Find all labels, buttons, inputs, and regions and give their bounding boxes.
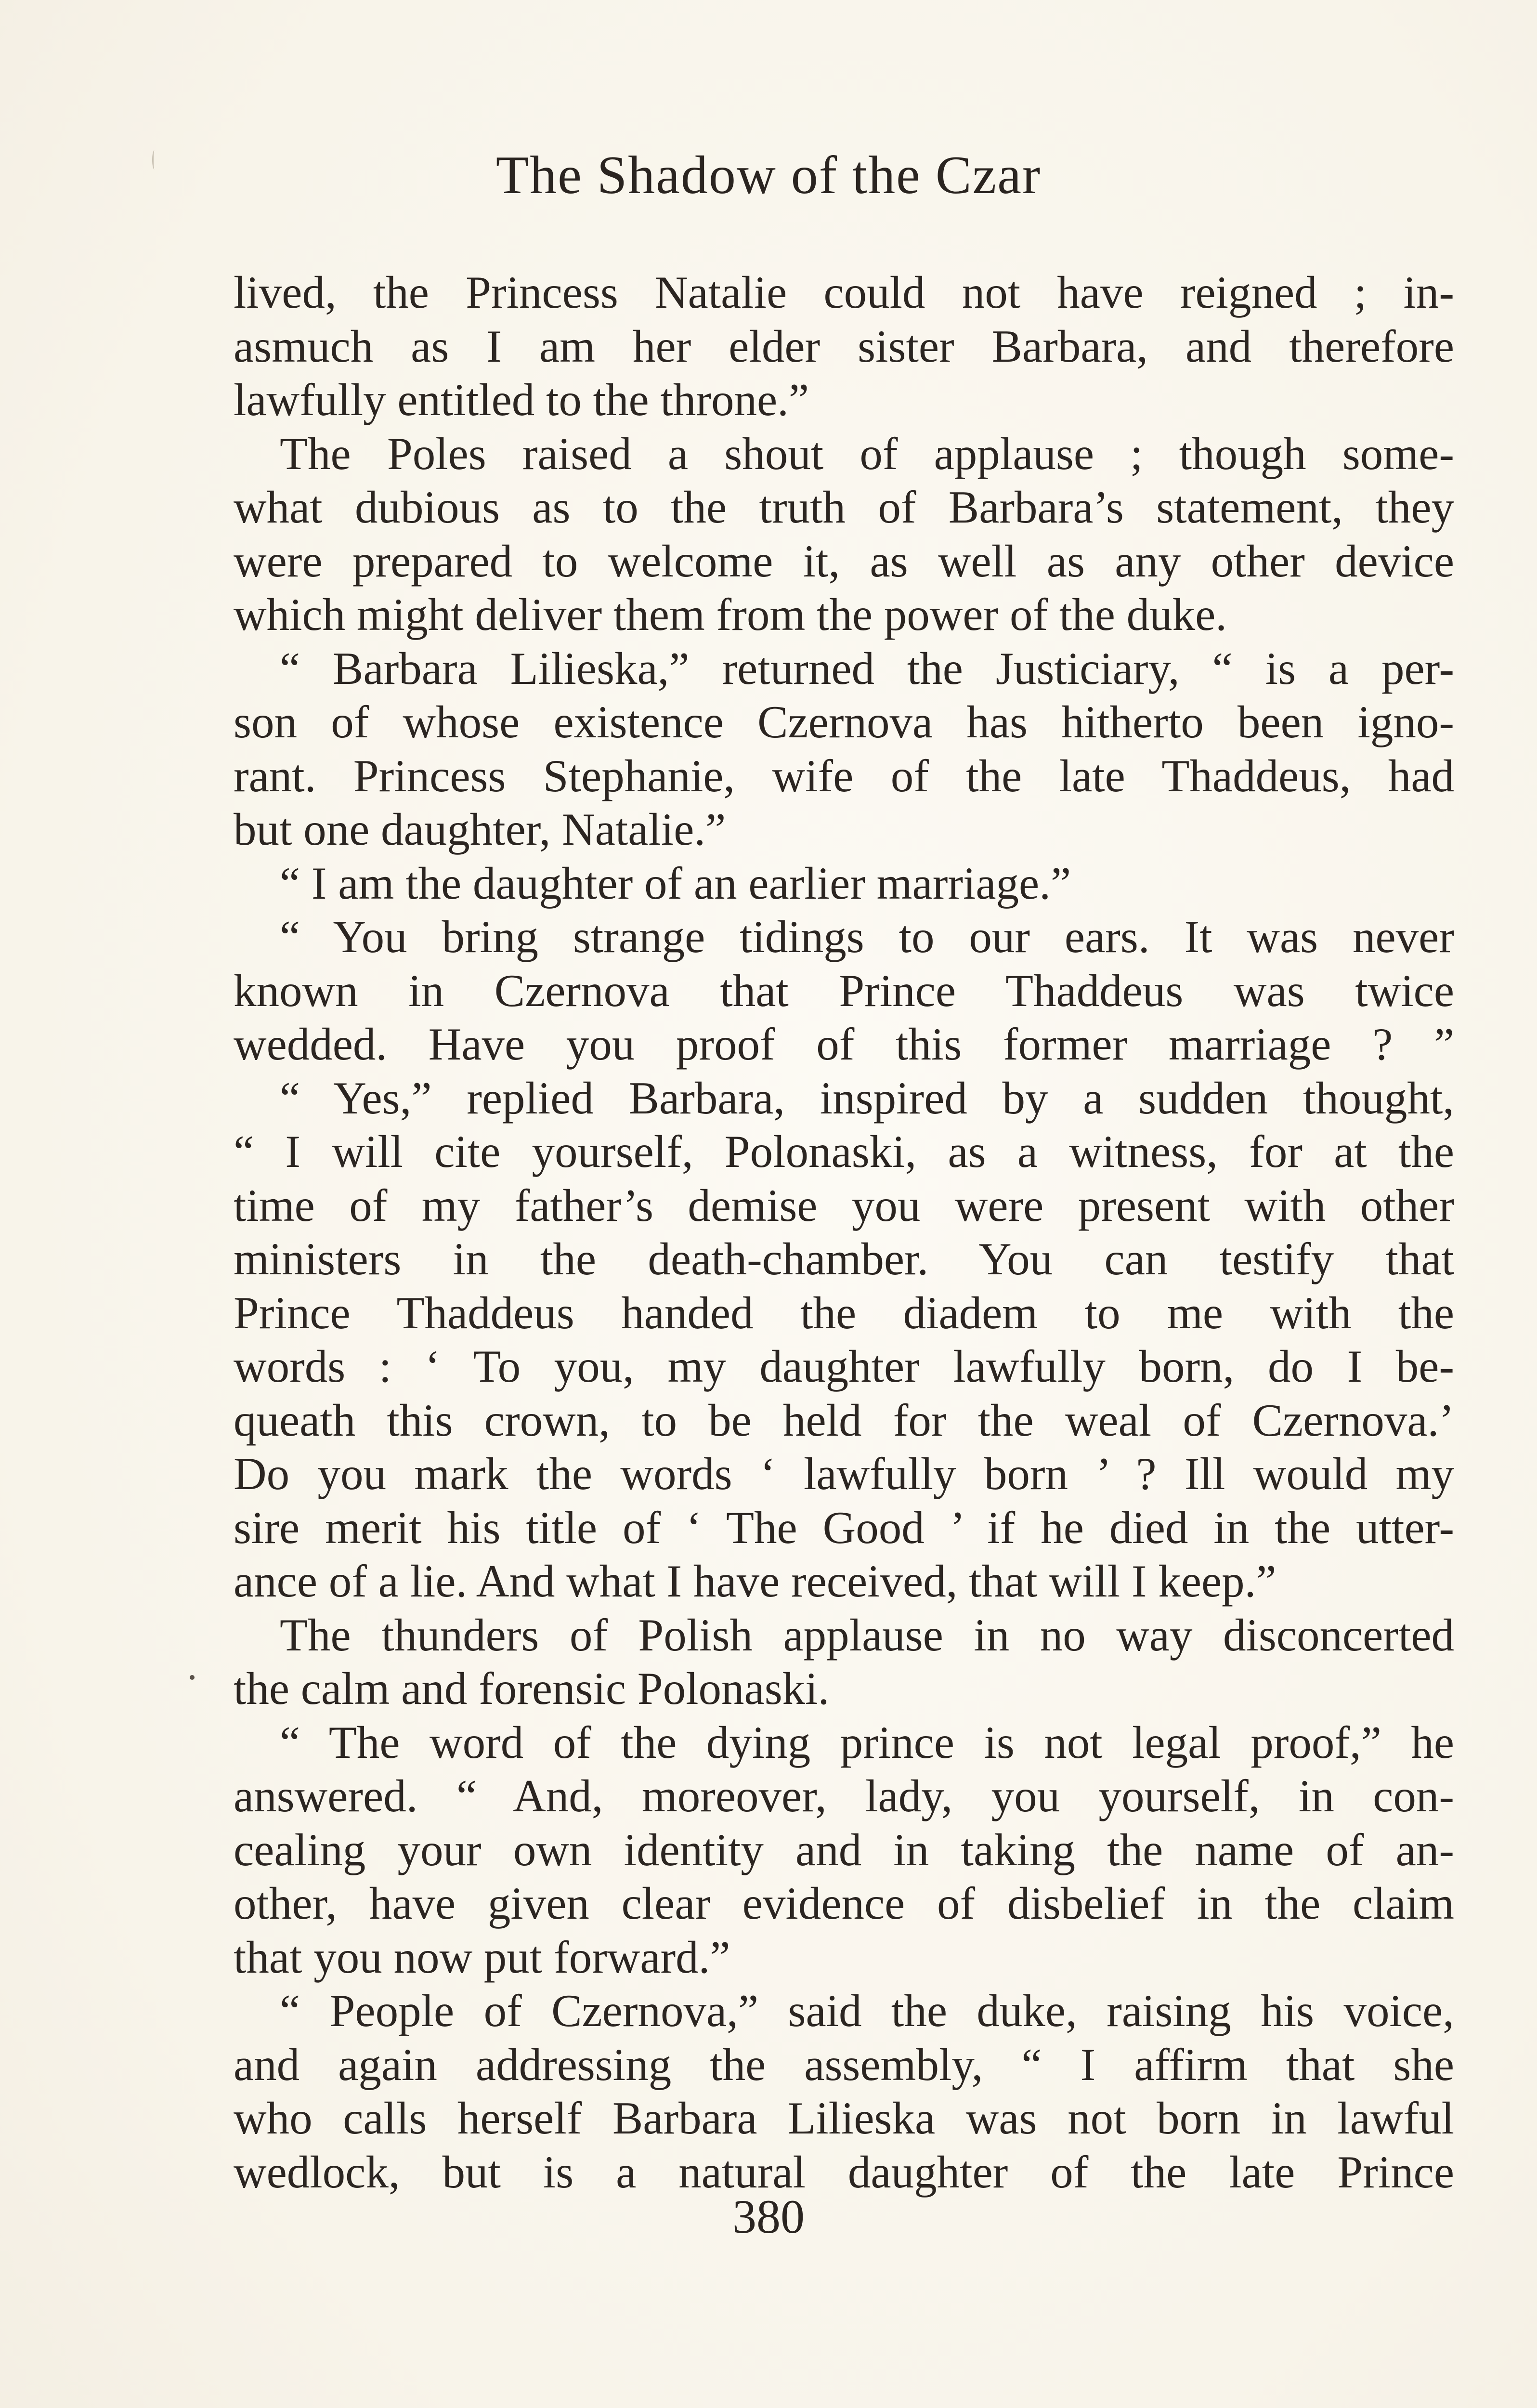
text-line: “ People of Czernova,” said the duke, raising his voice, (280, 1985, 1454, 2036)
text-line: The thunders of Polish applause in no way disconcerted (280, 1609, 1454, 1661)
text-line: ance of a lie. And what I have received, that will I keep.” (234, 1556, 1276, 1607)
text-line: cealing your own identity and in taking the name of an- (234, 1824, 1454, 1875)
text-line: the calm and forensic Polonaski. (234, 1663, 830, 1714)
text-line: “ I am the daughter of an earlier marriage.” (280, 857, 1071, 909)
text-line: what dubious as to the truth of Barbara’s statement, they (234, 482, 1454, 533)
text-line: who calls herself Barbara Lilieska was not born in lawful (234, 2093, 1454, 2144)
text-line: asmuch as I am her elder sister Barbara, and therefore (234, 320, 1454, 372)
text-line: words : ‘ To you, my daughter lawfully born, do I be- (234, 1341, 1454, 1392)
text-line: answered. “ And, moreover, lady, you yourself, in con- (234, 1770, 1454, 1821)
text-line: son of whose existence Czernova has hitherto been igno- (234, 696, 1454, 747)
page-number: 380 (732, 2190, 805, 2243)
text-line: wedlock, but is a natural daughter of the late Prince (234, 2146, 1454, 2198)
text-line: were prepared to welcome it, as well as any other device (234, 535, 1454, 587)
text-line: sire merit his title of ‘ The Good ’ if he died in the utter- (234, 1502, 1454, 1553)
text-line: lived, the Princess Natalie could not have reigned ; in- (234, 267, 1454, 318)
text-line: queath this crown, to be held for the weal of Czernova.’ (234, 1394, 1454, 1446)
text-line: rant. Princess Stephanie, wife of the late Thaddeus, had (234, 750, 1454, 801)
text-line: lawfully entitled to the throne.” (234, 374, 809, 425)
text-line: wedded. Have you proof of this former marriage ? ” (234, 1019, 1454, 1070)
text-line: time of my father’s demise you were present with other (234, 1179, 1454, 1231)
running-title: The Shadow of the Czar (495, 145, 1042, 205)
text-line: “ I will cite yourself, Polonaski, as a witness, for at the (234, 1126, 1454, 1177)
ink-speck (190, 1675, 195, 1680)
text-line: Prince Thaddeus handed the diadem to me with the (234, 1287, 1454, 1338)
text-line: and again addressing the assembly, “ I affirm that she (234, 2039, 1454, 2090)
text-line: “ You bring strange tidings to our ears. It was never (280, 911, 1454, 962)
text-line: ministers in the death-chamber. You can testify that (234, 1233, 1454, 1284)
body-text (234, 266, 1454, 2199)
text-line: which might deliver them from the power of the duke. (234, 589, 1227, 640)
text-line: known in Czernova that Prince Thaddeus was twice (234, 965, 1454, 1016)
text-line: “ Barbara Lilieska,” returned the Justiciary, “ is a per- (280, 642, 1454, 694)
text-line: that you now put forward.” (234, 1931, 730, 1983)
text-line: “ Yes,” replied Barbara, inspired by a sudden thought, (280, 1072, 1454, 1124)
text-line: “ The word of the dying prince is not legal proof,” he (280, 1716, 1454, 1768)
text-line: other, have given clear evidence of disbelief in the claim (234, 1878, 1454, 1929)
text-line: Do you mark the words ‘ lawfully born ’ ? Ill would my (234, 1448, 1454, 1499)
text-line: but one daughter, Natalie.” (234, 804, 726, 855)
text-line: The Poles raised a shout of applause ; though some- (280, 428, 1454, 479)
